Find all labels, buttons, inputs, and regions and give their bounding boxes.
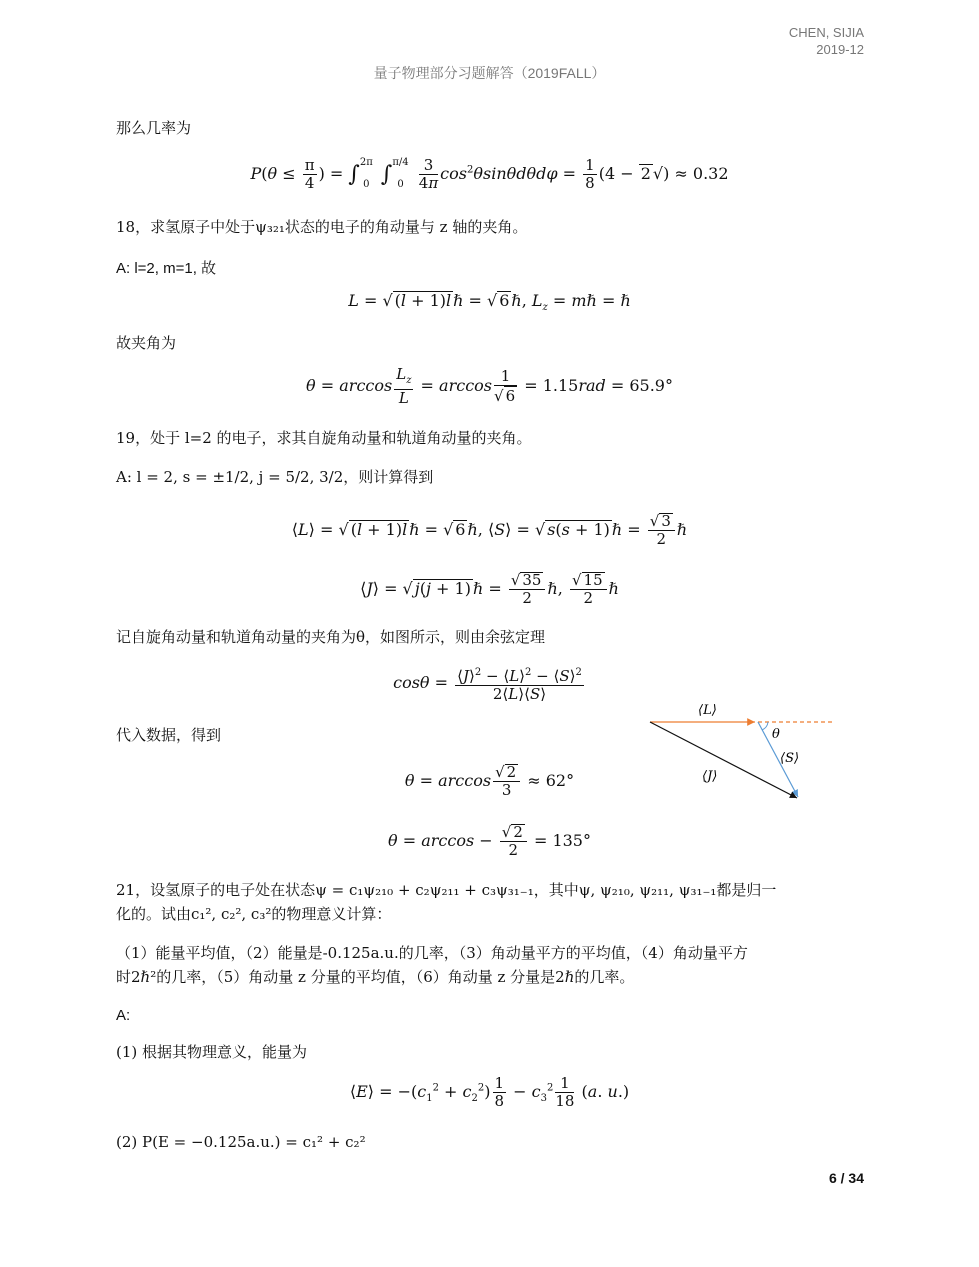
doc-title: 量子物理部分习题解答（2019FALL） [373,65,606,81]
question-21-line4: 时2ℏ²的几率，（5）角动量 z 分量的平均值，（6）角动量 z 分量是2ℏ的几率。 [116,968,635,986]
question-21-line1: 21，设氢原子的电子处在状态ψ = c₁ψ₂₁₀ + c₂ψ₂₁₁ + c₃ψ₃₁₋₁，其中ψ, ψ₂₁₀, ψ₂₁₁, ψ₃₁₋₁都是归一 [116,881,777,899]
para-substitute: 代入数据，得到 [116,726,222,744]
para-probability: 那么几率为 [116,119,192,137]
page-number: 6 / 34 [828,1170,864,1186]
answer-21: A: [116,1007,131,1024]
eq-probability-text: P(θ ≤ $\frac{\pi}{4}$ ) = ∫ 2π 0 ∫ π/4 0 $\frac{3}{4\pi}$ $\cos^2\theta\sin\theta d\theta d\varphi$ = $\frac{1}{8}$ (4 − 2 √) ≈ 0.32 [250,155,729,192]
eq-L-S: ⟨L⟩ = √ (l + 1)l ℏ = √ 6 ℏ, ⟨S⟩ = √ s(s + 1) ℏ = $\frac{√ 3}{2}$ ℏ [291,512,688,548]
eq-angle-135: θ = arccos − $\frac{√ 2}{2}$ = 135° [388,823,591,859]
header-meta [789,24,864,58]
J-label: ⟨J⟩ [702,769,718,784]
S-label: ⟨S⟩ [780,751,800,766]
question-21-line3: （1）能量平均值，（2）能量是-0.125a.u.的几率，（3）角动量平方的平均值，（4）角动量平方 [116,944,748,962]
question-18: 18，求氢原子中处于ψ₃₂₁状态的电子的角动量与 z 轴的夹角。 [116,218,528,236]
theta-label: θ [772,727,780,742]
eq-angle-62: θ = arccos $\frac{√ 2}{3}$ ≈ 62° [404,763,575,799]
eq-probability [0,152,979,196]
para-cosine-law: 记自旋角动量和轨道角动量的夹角为θ，如图所示，则由余弦定理 [116,628,546,646]
eq-angular-momentum: L = √ (l + 1)l ℏ = √ 6 ℏ, $L_z$ = mℏ = ℏ [348,291,631,314]
eq-cosine: cosθ = $\frac{⟨J⟩^2 - ⟨L⟩^2 - ⟨S⟩^2}{2⟨L⟩⟨S⟩}$ [0,664,979,703]
question-21-line2: 化的。试由c₁², c₂², c₃²的物理意义计算： [116,905,392,923]
eq-energy: ⟨E⟩ = $-(c_1^2 + c_2^2)$ $\frac{1}{8}$ − $c_3^2$ $\frac{1}{18}$ (a. u.) [349,1074,630,1110]
L-label: ⟨L⟩ [698,703,717,718]
para-angle: 故夹角为 [116,334,177,352]
date: 2019-12 [816,42,864,57]
vector-diagram [640,695,840,810]
eq-angle-18: θ = arccos $\frac{L_z}{L}$ = arccos $\frac{1}{√ 6}$ = 1.15rad = 65.9° [306,365,673,407]
part-2: (2) P(E = −0.125a.u.) = c₁² + c₂² [116,1133,366,1151]
answer-19: A: l = 2, s = ±1/2, j = 5/2, 3/2，则计算得到 [116,468,434,486]
eq-J: ⟨J⟩ = √ j(j + 1) ℏ = $\frac{√ 35}{2}$ ℏ, $\frac{√ 15}{2}$ ℏ [360,571,619,607]
theta-arc [762,722,768,730]
part-1: (1) 根据其物理意义，能量为 [116,1043,308,1061]
question-19: 19，处于 l=2 的电子，求其自旋角动量和轨道角动量的夹角。 [116,429,532,447]
answer-18: A: l=2, m=1, 故 [116,260,217,277]
author: CHEN, SIJIA [788,25,864,40]
